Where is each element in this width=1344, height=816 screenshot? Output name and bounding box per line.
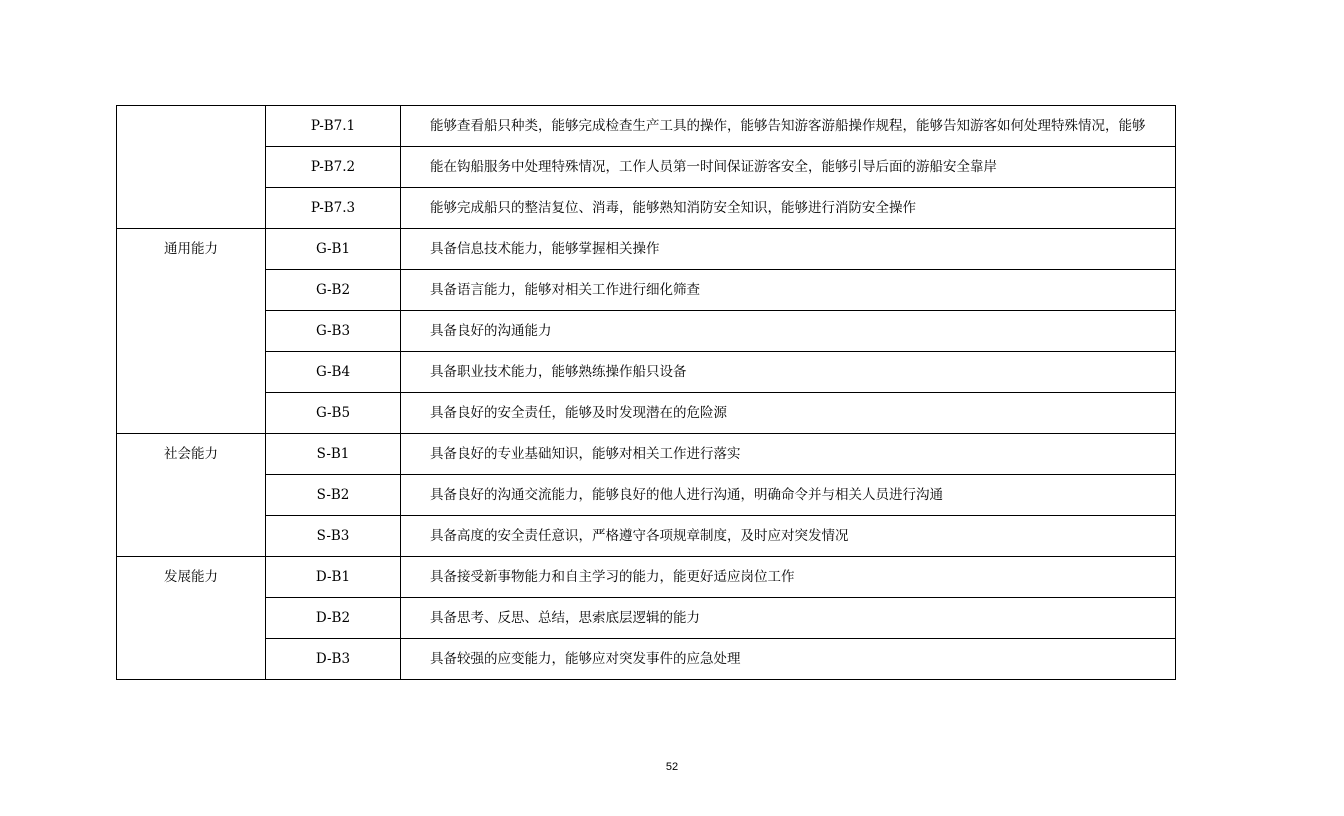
code-cell: G-B3 xyxy=(266,311,401,352)
code-cell: P-B7.2 xyxy=(266,147,401,188)
description-cell: 具备信息技术能力，能够掌握相关操作 xyxy=(401,229,1176,270)
table-row xyxy=(117,188,1176,229)
description-cell: 具备思考、反思、总结，思索底层逻辑的能力 xyxy=(401,598,1176,639)
description-cell: 能够完成船只的整洁复位、消毒，能够熟知消防安全知识，能够进行消防安全操作 xyxy=(401,188,1176,229)
category-cell: 社会能力 xyxy=(117,434,266,557)
table-row xyxy=(117,352,1176,393)
table-row xyxy=(117,639,1176,680)
description-cell: 具备职业技术能力，能够熟练操作船只设备 xyxy=(401,352,1176,393)
description-cell: 具备良好的沟通交流能力，能够良好的他人进行沟通，明确命令并与相关人员进行沟通 xyxy=(401,475,1176,516)
description-cell: 具备良好的专业基础知识，能够对相关工作进行落实 xyxy=(401,434,1176,475)
code-cell: S-B3 xyxy=(266,516,401,557)
code-cell: S-B1 xyxy=(266,434,401,475)
description-cell: 具备良好的沟通能力 xyxy=(401,311,1176,352)
code-cell: P-B7.1 xyxy=(266,106,401,147)
category-cell: 发展能力 xyxy=(117,557,266,680)
code-cell: D-B3 xyxy=(266,639,401,680)
category-cell: 通用能力 xyxy=(117,229,266,434)
code-cell: G-B4 xyxy=(266,352,401,393)
table-row xyxy=(117,434,1176,475)
table-row xyxy=(117,516,1176,557)
code-cell: D-B2 xyxy=(266,598,401,639)
category-cell xyxy=(117,106,266,229)
table-row xyxy=(117,229,1176,270)
code-cell: D-B1 xyxy=(266,557,401,598)
table-row xyxy=(117,270,1176,311)
description-cell: 具备语言能力，能够对相关工作进行细化筛查 xyxy=(401,270,1176,311)
table-row xyxy=(117,106,1176,147)
code-cell: G-B1 xyxy=(266,229,401,270)
table-row xyxy=(117,475,1176,516)
description-cell: 具备高度的安全责任意识，严格遵守各项规章制度，及时应对突发情况 xyxy=(401,516,1176,557)
competency-table-body xyxy=(117,106,1176,680)
code-cell: G-B2 xyxy=(266,270,401,311)
table-row xyxy=(117,393,1176,434)
description-cell: 能够查看船只种类，能够完成检查生产工具的操作，能够告知游客游船操作规程，能够告知游客如何处理特殊情况，能够 xyxy=(401,106,1176,147)
description-cell: 具备接受新事物能力和自主学习的能力，能更好适应岗位工作 xyxy=(401,557,1176,598)
competency-table xyxy=(116,105,1176,680)
description-cell: 具备良好的安全责任，能够及时发现潜在的危险源 xyxy=(401,393,1176,434)
table-row xyxy=(117,311,1176,352)
table-row xyxy=(117,147,1176,188)
description-cell: 具备较强的应变能力，能够应对突发事件的应急处理 xyxy=(401,639,1176,680)
code-cell: G-B5 xyxy=(266,393,401,434)
code-cell: P-B7.3 xyxy=(266,188,401,229)
code-cell: S-B2 xyxy=(266,475,401,516)
description-cell: 能在钩船服务中处理特殊情况，工作人员第一时间保证游客安全，能够引导后面的游船安全靠岸 xyxy=(401,147,1176,188)
table-row xyxy=(117,557,1176,598)
table-row xyxy=(117,598,1176,639)
page-number: 52 xyxy=(665,761,679,773)
